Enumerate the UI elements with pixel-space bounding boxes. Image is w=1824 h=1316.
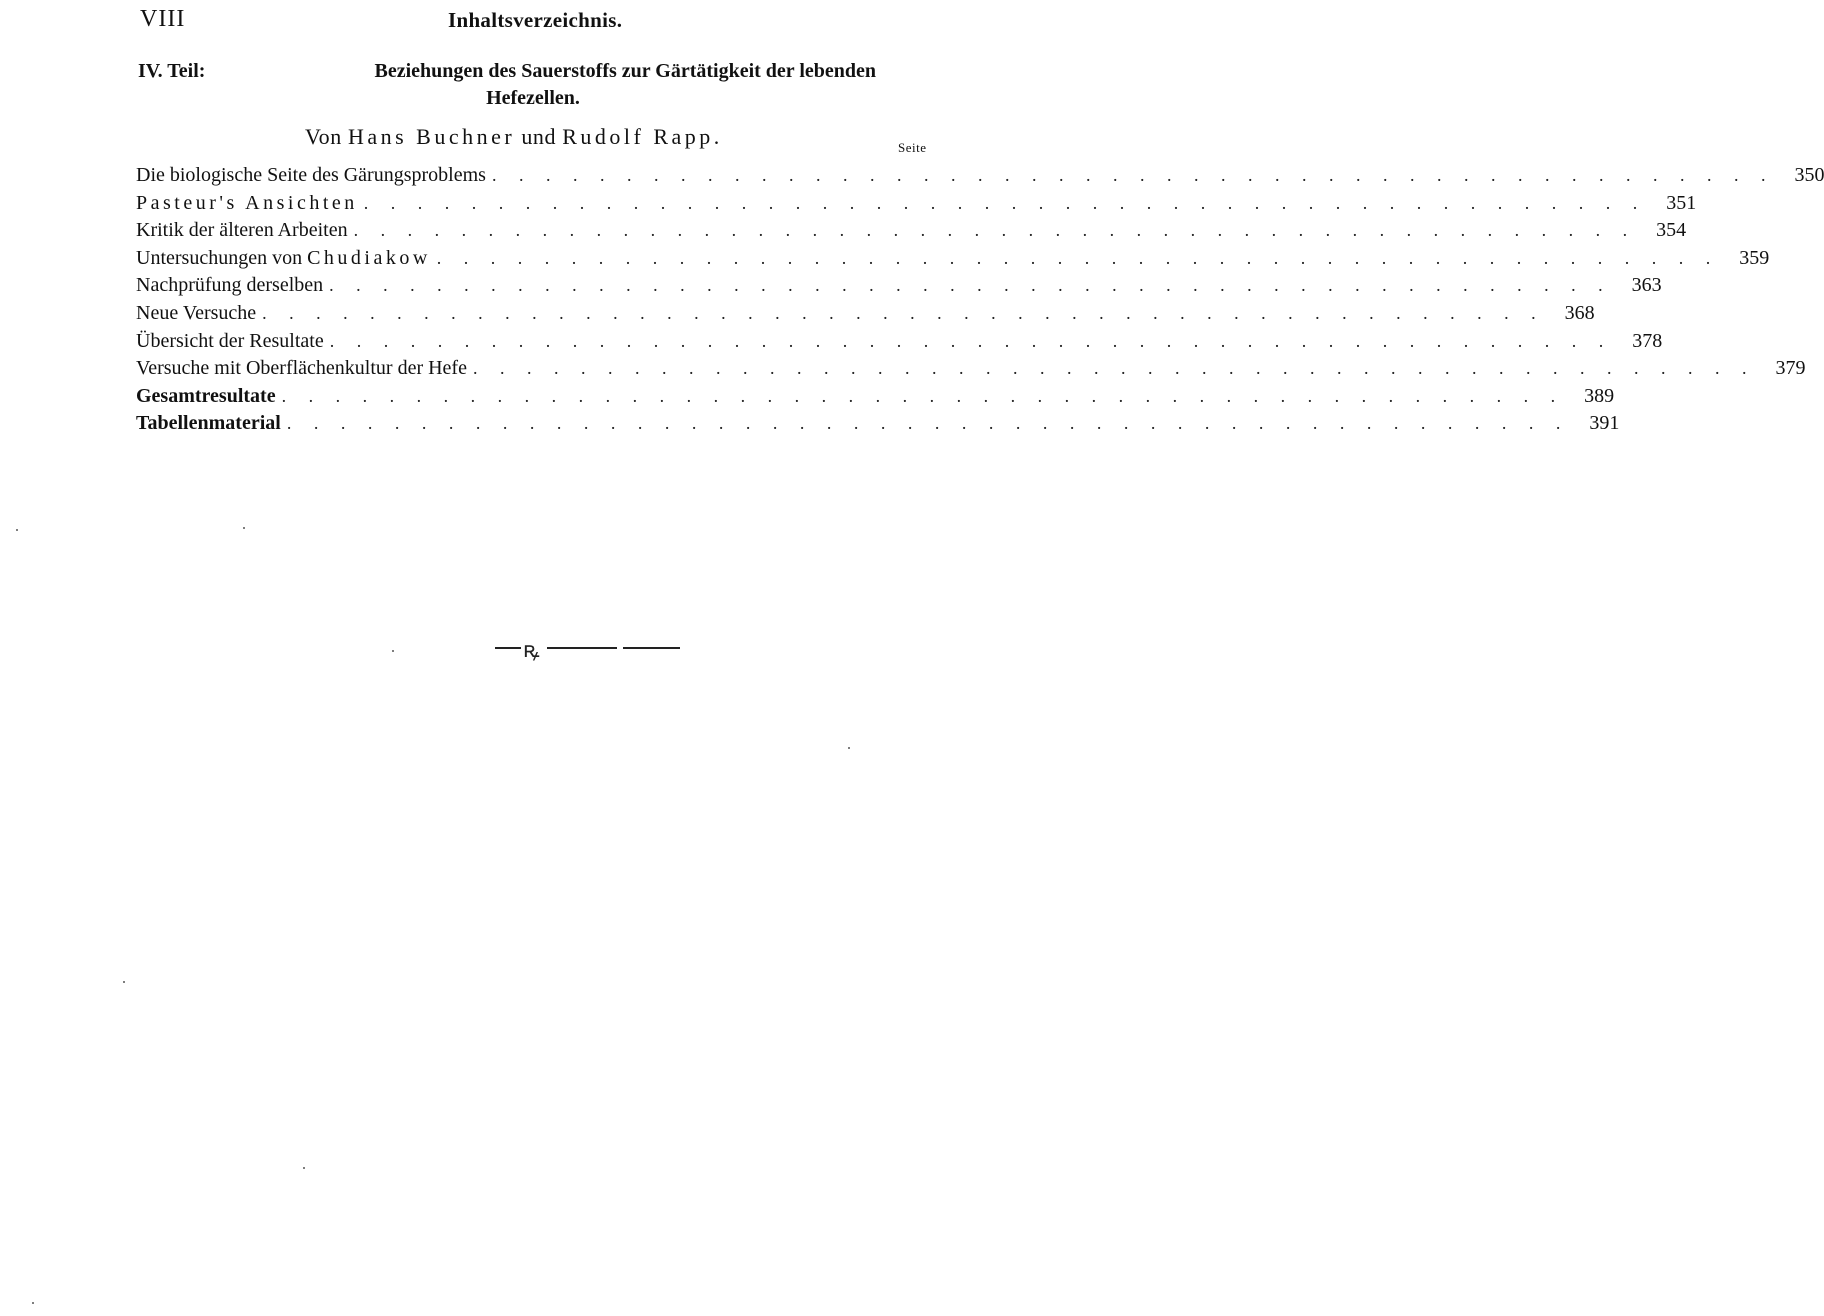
running-title: Inhaltsverzeichnis.: [448, 8, 623, 32]
toc-entry: [136, 245, 1770, 273]
toc-entry-page: 363: [1631, 274, 1662, 297]
toc-entry-page: 391: [1589, 412, 1620, 435]
dot-leader: . . . . . . . . . . . . . . . . . . . . . . . . . . . . . . . . . . . . . . . . . . . . . . . .: [286, 413, 1570, 434]
part-title-line1: Beziehungen des Sauerstoffs zur Gärtätigkeit der lebenden: [374, 60, 876, 82]
toc-entry: [136, 410, 1620, 438]
dot-leader: . . . . . . . . . . . . . . . . . . . . . . . . . . . . . . . . . . . . . . . . . . . . . . . .: [472, 358, 1756, 379]
toc-entry-title-name: Chudiakow: [307, 246, 431, 269]
toc-entry-title: Übersicht der Resultate: [136, 329, 324, 352]
toc-entry-page: 379: [1775, 357, 1806, 380]
toc-entry-page: 354: [1656, 219, 1687, 242]
paper-speck: [392, 650, 394, 652]
part-number: IV. Teil:: [138, 60, 206, 82]
toc-entry-title: [136, 245, 431, 273]
authors-prefix: Von: [305, 124, 342, 149]
dot-leader: . . . . . . . . . . . . . . . . . . . . . . . . . . . . . . . . . . . . . . . . . . . . . . . .: [262, 302, 1545, 323]
toc-entry-title: Gesamtresultate: [136, 384, 276, 407]
toc-entry: [136, 300, 1595, 328]
authors-line: [305, 124, 723, 150]
toc-entry-page: 389: [1584, 384, 1615, 407]
ornament-rule-left: [495, 647, 521, 649]
toc-entry-title: Neue Versuche: [136, 301, 257, 324]
paper-speck: [243, 527, 245, 529]
toc-entry: [136, 355, 1806, 383]
toc-entry-page: 368: [1564, 301, 1595, 324]
dot-leader: . . . . . . . . . . . . . . . . . . . . . . . . . . . . . . . . . . . . . . . . . . . . . . . .: [329, 330, 1613, 351]
toc-entry: [136, 190, 1697, 218]
toc-entry: [136, 383, 1615, 411]
toc-entry-page: 350: [1794, 164, 1824, 186]
toc-entry-page: 359: [1739, 246, 1770, 269]
toc-entry-title: [136, 190, 358, 218]
paper-speck: [16, 529, 18, 531]
ornament-rule-middle: [547, 647, 617, 649]
paper-speck: [303, 1167, 305, 1169]
page-header: [140, 6, 940, 34]
toc-entry: [136, 328, 1663, 356]
page-column-label: Seite: [898, 140, 927, 155]
toc-entry-title: Tabellenmaterial: [136, 412, 281, 435]
dot-leader: . . . . . . . . . . . . . . . . . . . . . . . . . . . . . . . . . . . . . . . . . . . . . . . .: [281, 385, 1565, 406]
toc-entry-page: 351: [1666, 191, 1697, 214]
table-of-contents: [136, 162, 1824, 438]
dot-leader: . . . . . . . . . . . . . . . . . . . . . . . . . . . . . . . . . . . . . . . . . . . . . . . .: [329, 275, 1612, 296]
dot-leader: . . . . . . . . . . . . . . . . . . . . . . . . . . . . . . . . . . . . . . . . . . . . . . . .: [353, 220, 1637, 241]
part-heading: [138, 58, 876, 112]
dot-leader: . . . . . . . . . . . . . . . . . . . . . . . . . . . . . . . . . . . . . . . . . . . . . . . .: [363, 192, 1647, 213]
paper-speck: [848, 747, 850, 749]
toc-entry-title: Nachprüfung derselben: [136, 274, 324, 297]
toc-entry-page: 378: [1632, 329, 1663, 352]
fleuron-icon: ꝶ: [523, 637, 540, 662]
paper-speck: [123, 981, 125, 983]
dot-leader: . . . . . . . . . . . . . . . . . . . . . . . . . . . . . . . . . . . . . . . . . . . . . . . .: [491, 165, 1775, 185]
dot-leader: . . . . . . . . . . . . . . . . . . . . . . . . . . . . . . . . . . . . . . . . . . . . . . . .: [436, 247, 1720, 268]
paper-speck: [32, 1302, 34, 1304]
section-end-ornament: [495, 636, 680, 660]
toc-entry: [136, 217, 1687, 245]
toc-entry-title: Versuche mit Oberflächenkultur der Hefe: [136, 357, 467, 380]
toc-entry-title-prefix: Untersuchungen von: [136, 246, 303, 269]
author-1: Hans Buchner: [347, 124, 516, 149]
toc-entry-title-text: Pasteur's Ansichten: [136, 191, 358, 214]
toc-entry: [136, 162, 1824, 190]
part-title-line2: Hefezellen.: [486, 87, 580, 109]
page-number: VIII: [140, 6, 186, 32]
authors-joiner: und: [521, 124, 557, 149]
author-2: Rudolf Rapp.: [562, 124, 723, 149]
toc-entry-title: Kritik der älteren Arbeiten: [136, 219, 348, 242]
ornament-rule-right: [623, 647, 680, 649]
toc-entry: [136, 272, 1662, 300]
toc-entry-title: Die biologische Seite des Gärungsproblems: [136, 164, 486, 186]
